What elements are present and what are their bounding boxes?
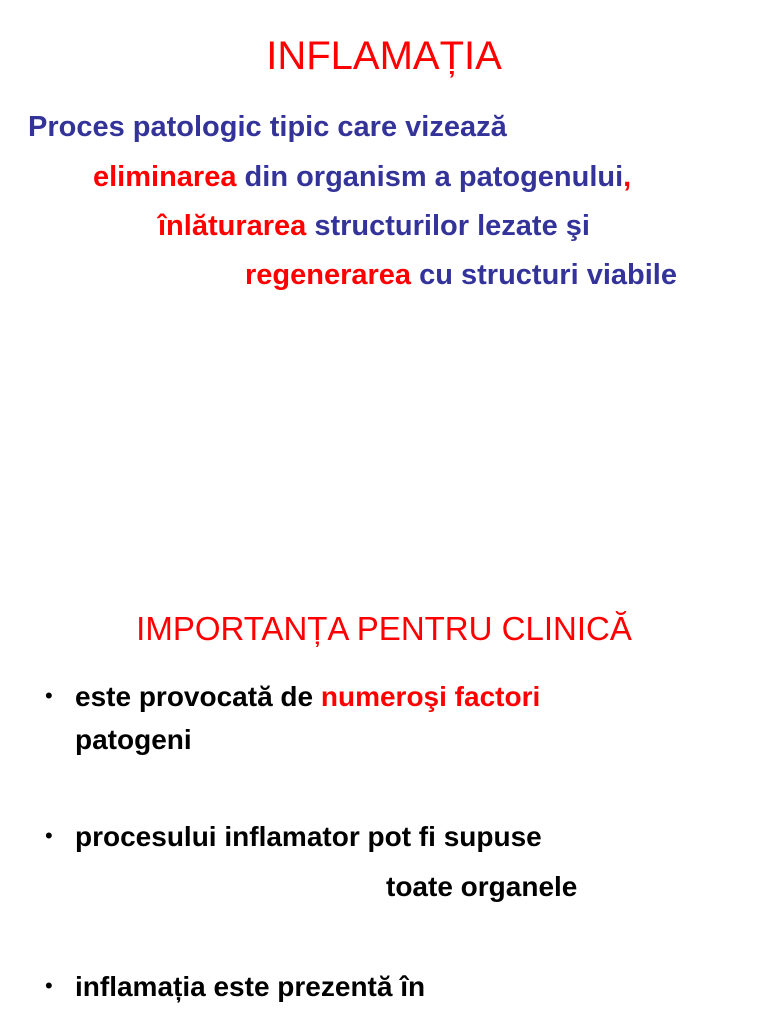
definition-line-3 [158,208,590,244]
definition-line-1 [28,109,507,145]
definition-text: structurilor lezate şi [306,210,590,242]
bullet-item-1-continuation: patogeni [75,724,192,755]
definition-comma: , [623,161,632,193]
bullet-highlight: toate organele [386,871,578,902]
bullet-highlight: numeroşi factori [320,681,541,712]
bullet-marker: • [45,683,53,708]
section-heading: IMPORTANȚA PENTRU CLINICĂ [136,610,632,647]
definition-highlight-inlaturarea: înlăturarea [158,210,307,242]
bullet-text: este provocată de [75,681,321,712]
bullet-item-3: inflamația este prezentă în [75,971,426,1002]
definition-highlight-regenerarea: regenerarea [245,259,412,291]
bullet-item-2: procesului inflamator pot fi supuse [75,821,542,852]
definition-line-4 [245,257,677,293]
definition-text: Proces patologic tipic care vizează [28,111,507,143]
slide-title: INFLAMAȚIA [266,34,502,78]
definition-highlight-eliminarea: eliminarea [93,161,237,193]
definition-text: din organism a patogenului [236,161,624,193]
definition-text: cu structuri viabile [411,259,677,291]
bullet-marker: • [45,973,53,998]
definition-line-2 [93,159,631,195]
bullet-item-1 [75,679,540,715]
bullet-marker: • [45,823,53,848]
